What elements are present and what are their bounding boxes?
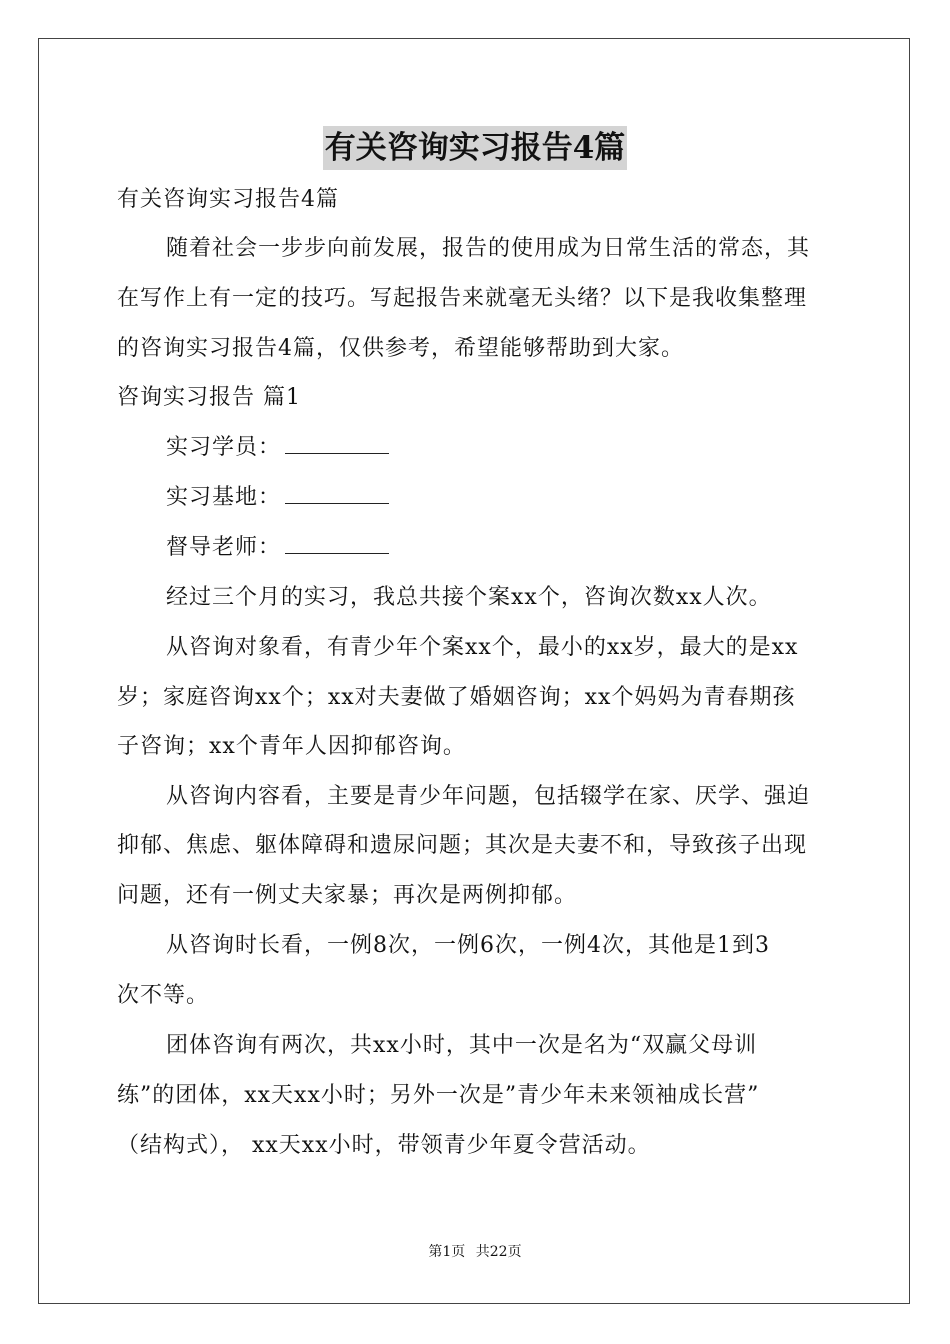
field-label: 实习学员：	[166, 435, 282, 460]
field-label: 督导老师：	[166, 535, 282, 560]
body-line: 岁；家庭咨询xx个；xx对夫妻做了婚姻咨询；xx个妈妈为青春期孩	[117, 685, 796, 710]
body-line: 子咨询；xx个青年人因抑郁咨询。	[117, 734, 466, 759]
page-footer	[0, 1243, 950, 1261]
document-subtitle: 有关咨询实习报告4篇	[117, 187, 339, 212]
document-title: 有关咨询实习报告4篇	[323, 126, 628, 170]
section-heading: 咨询实习报告 篇1	[117, 385, 301, 410]
body-line: 次不等。	[117, 983, 210, 1008]
body-line: 从咨询时长看，一例8次，一例6次，一例4次，其他是1到3	[166, 933, 770, 958]
page-number: 第1页	[428, 1244, 466, 1260]
intro-line: 在写作上有一定的技巧。写起报告来就毫无头绪？以下是我收集整理	[117, 286, 808, 311]
blank-line	[285, 533, 389, 554]
page-total: 共22页	[475, 1244, 522, 1260]
blank-line	[285, 483, 389, 504]
body-line: 抑郁、焦虑、躯体障碍和遗尿问题；其次是夫妻不和，导致孩子出现	[117, 833, 808, 858]
body-line: 团体咨询有两次，共xx小时，其中一次是名为“双赢父母训	[166, 1033, 758, 1058]
title-area	[0, 126, 950, 170]
body-line: 经过三个月的实习，我总共接个案xx个，咨询次数xx人次。	[166, 585, 772, 610]
body-line: 从咨询对象看，有青少年个案xx个，最小的xx岁，最大的是xx	[166, 635, 799, 660]
intro-line: 的咨询实习报告4篇，仅供参考，希望能够帮助到大家。	[117, 336, 684, 361]
field-trainee	[166, 433, 389, 463]
body-line: 从咨询内容看，主要是青少年问题，包括辍学在家、厌学、强迫	[166, 784, 811, 809]
blank-line	[285, 433, 389, 454]
field-base	[166, 483, 389, 513]
body-line: （结构式）， xx天xx小时，带领青少年夏令营活动。	[117, 1133, 651, 1158]
field-label: 实习基地：	[166, 485, 282, 510]
intro-line: 随着社会一步步向前发展，报告的使用成为日常生活的常态，其	[166, 236, 811, 261]
field-supervisor	[166, 533, 389, 563]
body-line: 问题，还有一例丈夫家暴；再次是两例抑郁。	[117, 883, 578, 908]
page-border	[38, 38, 910, 1304]
body-line: 练”的团体，xx天xx小时；另外一次是”青少年未来领袖成长营”	[117, 1083, 760, 1108]
